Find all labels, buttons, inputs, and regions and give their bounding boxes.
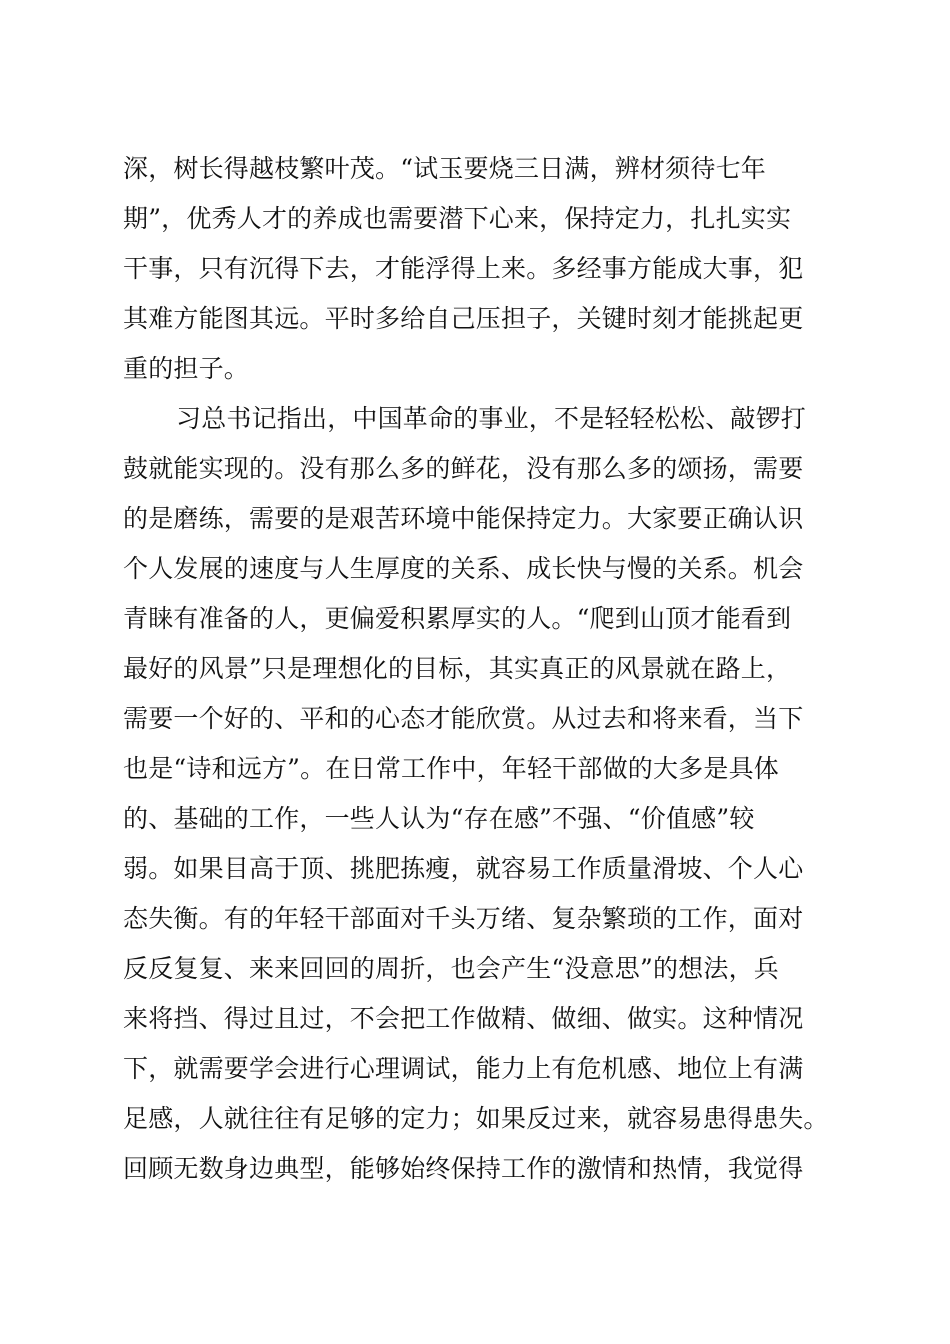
text-line-4: 其难方能图其远。平时多给自己压担子，关键时刻才能挑起更 — [123, 304, 804, 333]
text-line-1: 深，树长得越枝繁叶茂。“试玉要烧三日满，辨材须待七年 — [123, 154, 766, 183]
text-line-16: 态失衡。有的年轻干部面对千头万绪、复杂繁琐的工作，面对 — [123, 904, 804, 933]
text-line-19: 下，就需要学会进行心理调试，能力上有危机感、地位上有满 — [123, 1054, 804, 1083]
text-line-12: 需要一个好的、平和的心态才能欣赏。从过去和将来看，当下 — [123, 704, 804, 733]
text-line-6: 习总书记指出，中国革命的事业，不是轻轻松松、敲锣打 — [176, 404, 807, 433]
text-line-8: 的是磨练，需要的是艰苦环境中能保持定力。大家要正确认识 — [123, 504, 804, 533]
text-line-7: 鼓就能实现的。没有那么多的鲜花，没有那么多的颂扬，需要 — [123, 454, 804, 483]
text-line-3: 干事，只有沉得下去，才能浮得上来。多经事方能成大事，犯 — [123, 254, 804, 283]
text-line-2: 期”，优秀人才的养成也需要潜下心来，保持定力，扎扎实实 — [123, 204, 792, 233]
text-line-15: 弱。如果目高于顶、挑肥拣瘦，就容易工作质量滑坡、个人心 — [123, 854, 804, 883]
text-line-5: 重的担子。 — [123, 354, 250, 383]
text-line-11: 最好的风景”只是理想化的目标，其实真正的风景就在路上， — [123, 654, 792, 683]
text-line-17: 反反复复、来来回回的周折，也会产生“没意思”的想法，兵 — [123, 954, 779, 983]
text-line-21: 回顾无数身边典型，能够始终保持工作的激情和热情，我觉得 — [123, 1154, 804, 1183]
text-line-14: 的、基础的工作，一些人认为“存在感”不强、“价值感”较 — [123, 804, 755, 833]
text-line-18: 来将挡、得过且过，不会把工作做精、做细、做实。这种情况 — [123, 1004, 804, 1033]
text-line-20: 足感，人就往往有足够的定力；如果反过来，就容易患得患失。 — [123, 1104, 829, 1133]
text-line-10: 青睐有准备的人，更偏爱积累厚实的人。“爬到山顶才能看到 — [123, 604, 792, 633]
text-line-13: 也是“诗和远方”。在日常工作中，年轻干部做的大多是具体 — [123, 754, 779, 783]
text-line-9: 个人发展的速度与人生厚度的关系、成长快与慢的关系。机会 — [123, 554, 804, 583]
